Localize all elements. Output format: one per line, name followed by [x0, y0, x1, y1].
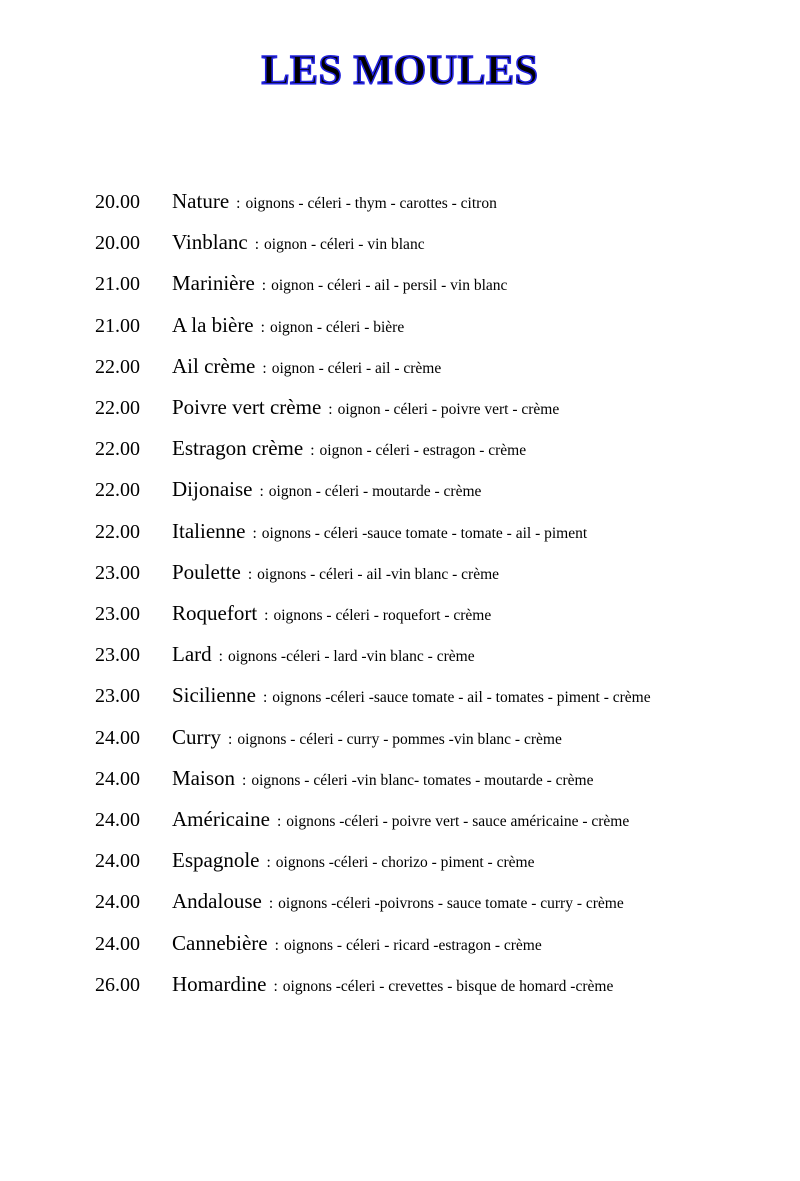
menu-item-row — [95, 718, 800, 759]
item-price: 24.00 — [95, 850, 140, 873]
menu-item-row — [95, 800, 800, 841]
menu-item-row — [95, 965, 800, 1006]
name-ingredients-separator: : — [242, 771, 247, 789]
item-price: 22.00 — [95, 438, 140, 461]
item-ingredients: oignon - céleri - vin blanc — [264, 236, 425, 254]
item-ingredients: oignons -céleri -poivrons - sauce tomate - curry - crème — [278, 895, 624, 913]
item-name: Homardine — [172, 971, 267, 996]
item-ingredients: oignons - céleri - ail -vin blanc - crème — [257, 565, 500, 583]
item-ingredients: oignon - céleri - bière — [269, 318, 405, 336]
item-price: 24.00 — [95, 932, 140, 955]
item-name: Poivre vert crème — [172, 395, 322, 420]
name-ingredients-separator: : — [268, 895, 274, 913]
menu-item-row — [95, 635, 800, 676]
menu-item-row — [95, 470, 800, 511]
item-price: 24.00 — [95, 891, 140, 914]
item-ingredients: oignons - céleri - ricard -estragon - crème — [283, 936, 542, 954]
item-name: Ail crème — [172, 353, 256, 378]
item-ingredients: oignon - céleri - moutarde - crème — [268, 483, 482, 501]
name-ingredients-separator: : — [260, 318, 265, 336]
item-ingredients: oignon - céleri - ail - persil - vin blanc — [271, 277, 508, 295]
item-price: 24.00 — [95, 726, 140, 749]
menu-item-row — [95, 553, 800, 594]
item-name: Roquefort — [172, 601, 258, 626]
item-price: 22.00 — [95, 397, 140, 420]
name-ingredients-separator: : — [310, 442, 315, 460]
name-ingredients-separator: : — [262, 689, 268, 707]
item-price: 26.00 — [95, 973, 140, 996]
item-name: Maison — [172, 765, 235, 790]
item-ingredients: oignons - céleri - curry - pommes -vin blanc - crème — [237, 730, 562, 748]
item-ingredients: oignons -céleri -sauce tomate - ail - tomates - piment - crème — [272, 689, 651, 707]
name-ingredients-separator: : — [218, 648, 223, 666]
menu-item-row — [95, 594, 800, 635]
menu-item-row — [95, 429, 800, 470]
item-price: 23.00 — [95, 603, 140, 626]
name-ingredients-separator: : — [254, 236, 260, 254]
item-name: Sicilienne — [172, 683, 256, 708]
item-name: Curry — [172, 724, 221, 749]
item-name: Estragon crème — [172, 436, 304, 461]
menu-item-row — [95, 182, 800, 223]
name-ingredients-separator: : — [276, 813, 282, 831]
item-name: Italienne — [172, 518, 246, 543]
item-ingredients: oignon - céleri - ail - crème — [271, 359, 442, 377]
menu-title: LES MOULES — [261, 48, 539, 94]
item-ingredients: oignons -céleri - poivre vert - sauce américaine - crème — [286, 813, 630, 831]
name-ingredients-separator: : — [259, 483, 264, 501]
item-ingredients: oignons - céleri -sauce tomate - tomate - ail - piment — [261, 524, 588, 542]
item-price: 20.00 — [95, 232, 140, 255]
menu-list — [95, 182, 800, 1006]
name-ingredients-separator: : — [266, 854, 271, 872]
menu-item-row — [95, 841, 800, 882]
item-ingredients: oignons -céleri - lard -vin blanc - crème — [227, 648, 475, 666]
name-ingredients-separator: : — [228, 730, 233, 748]
item-name: Cannebière — [172, 930, 268, 955]
item-name: Nature — [172, 189, 230, 213]
item-name: Espagnole — [172, 848, 260, 873]
item-name: Dijonaise — [172, 477, 253, 502]
menu-item-row — [95, 388, 800, 429]
name-ingredients-separator: : — [236, 195, 241, 212]
name-ingredients-separator: : — [247, 565, 253, 583]
item-name: Poulette — [172, 559, 241, 584]
item-name: Vinblanc — [172, 230, 248, 255]
item-ingredients: oignon - céleri - estragon - crème — [319, 442, 527, 460]
menu-item-row — [95, 676, 800, 717]
item-price: 22.00 — [95, 355, 140, 378]
item-price: 23.00 — [95, 561, 140, 584]
item-name: Américaine — [172, 807, 270, 832]
name-ingredients-separator: : — [262, 359, 267, 377]
menu-item-row — [95, 882, 800, 923]
item-price: 24.00 — [95, 767, 140, 790]
name-ingredients-separator: : — [264, 607, 269, 625]
item-price: 21.00 — [95, 273, 140, 296]
item-ingredients: oignons - céleri -vin blanc- tomates - moutarde - crème — [251, 771, 594, 789]
item-ingredients: oignons - céleri - roquefort - crème — [273, 607, 492, 625]
item-name: A la bière — [172, 312, 254, 337]
menu-item-row — [95, 306, 800, 347]
item-price: 20.00 — [95, 191, 140, 213]
menu-item-row — [95, 223, 800, 264]
name-ingredients-separator: : — [274, 936, 279, 954]
menu-item-row — [95, 512, 800, 553]
item-price: 23.00 — [95, 644, 140, 667]
menu-item-row — [95, 759, 800, 800]
item-price: 22.00 — [95, 520, 140, 543]
item-price: 22.00 — [95, 479, 140, 502]
item-ingredients: oignon - céleri - poivre vert - crème — [337, 401, 560, 419]
item-ingredients: oignons -céleri - chorizo - piment - crème — [275, 854, 535, 872]
menu-item-row — [95, 347, 800, 388]
item-name: Andalouse — [172, 889, 262, 914]
name-ingredients-separator: : — [252, 524, 257, 542]
item-name: Marinière — [172, 271, 255, 296]
item-ingredients: oignons - céleri - thym - carottes - citron — [245, 195, 497, 212]
item-name: Lard — [172, 642, 212, 667]
name-ingredients-separator: : — [261, 277, 267, 295]
item-price: 21.00 — [95, 314, 140, 337]
item-price: 23.00 — [95, 685, 140, 708]
menu-item-row — [95, 924, 800, 965]
name-ingredients-separator: : — [273, 977, 278, 995]
item-price: 24.00 — [95, 809, 140, 832]
item-ingredients: oignons -céleri - crevettes - bisque de homard -crème — [282, 977, 614, 995]
name-ingredients-separator: : — [328, 401, 333, 419]
menu-item-row — [95, 264, 800, 305]
